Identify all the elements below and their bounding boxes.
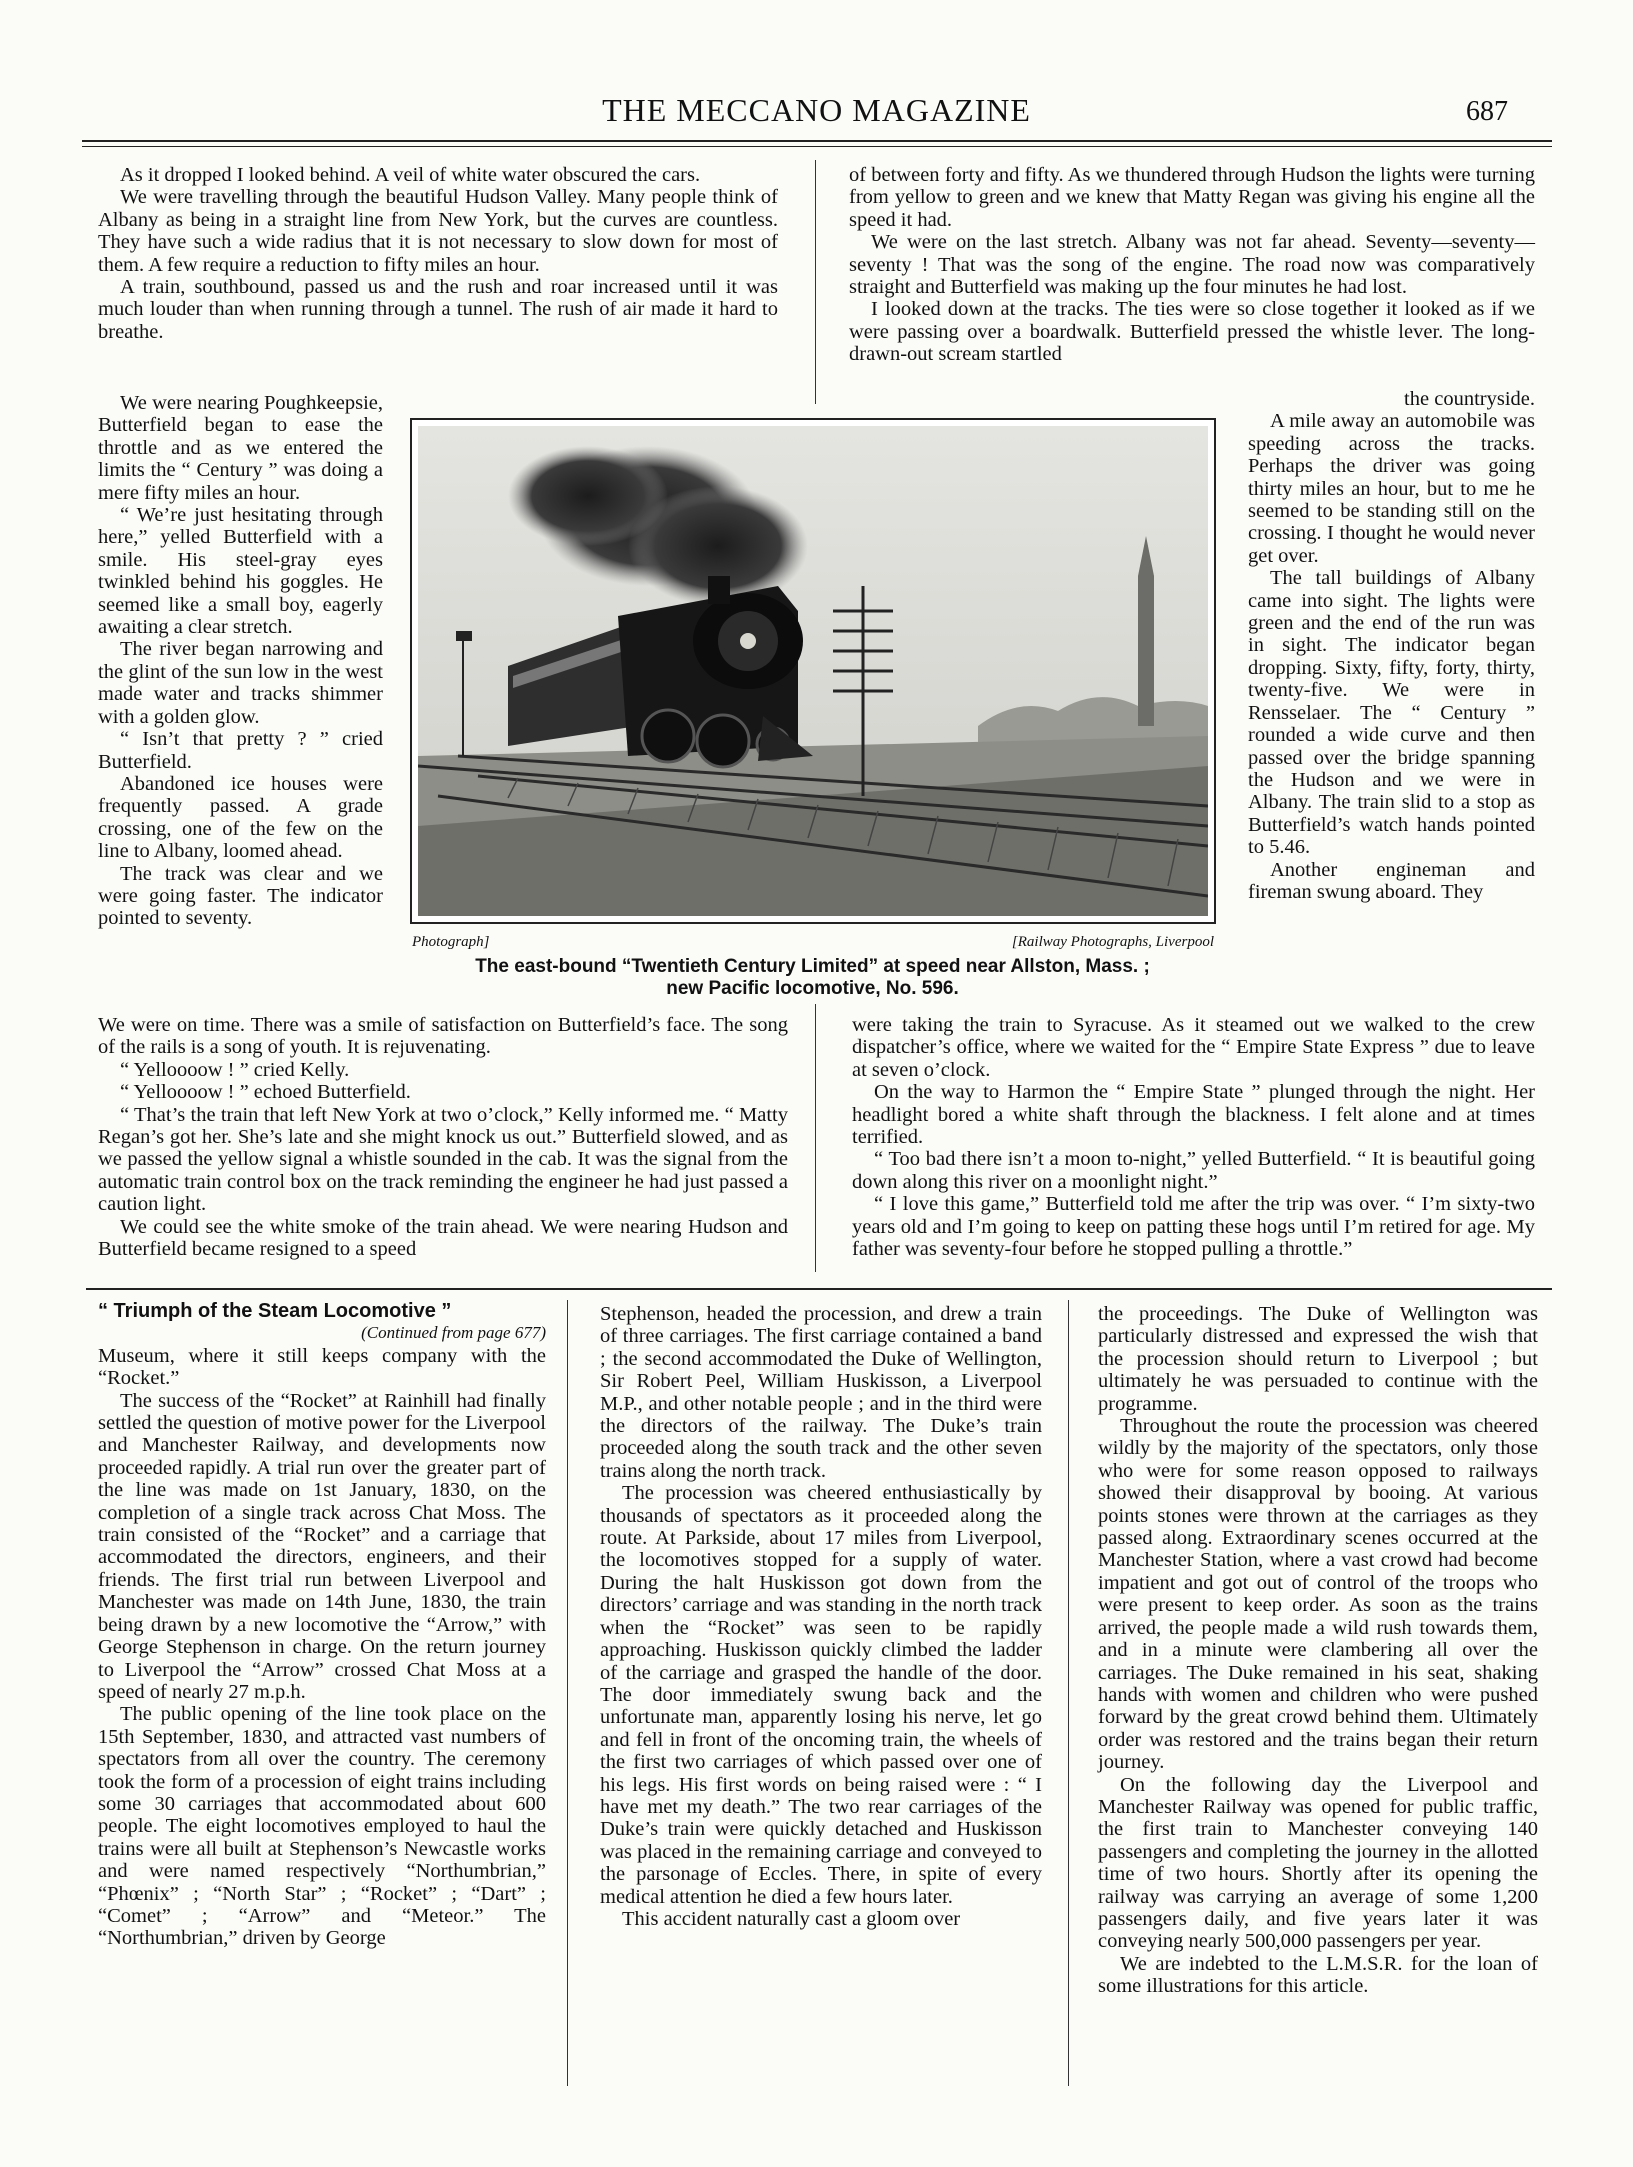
paragraph: We were on time. There was a smile of satisfaction on Butterfield’s face. The song of the rails is a song of youth. It is rejuvenating.	[98, 1014, 788, 1059]
header-rule	[82, 140, 1552, 142]
column-divider	[1068, 1300, 1069, 2086]
paragraph: The success of the “Rocket” at Rainhill had finally settled the question of motive power for the Liverpool and Manchester Railway, and developments now proceeded rapidly. A trial run over the greater part of the line was made on 1st January, 1830, on the completion of a single track across Chat Moss. The train consisted of the “Rocket” and a carriage that accommodated the directors, engineers, and their friends. The first trial run between Liverpool and Manchester was made on 14th June, 1830, the train being drawn by a new locomotive the “Arrow,” with George Stephenson in charge. On the return journey to Liverpool the “Arrow” crossed Chat Moss at a speed of nearly 27 m.p.h.	[98, 1389, 546, 1703]
paragraph: We were travelling through the beautiful Hudson Valley. Many people think of Albany as being in a straight line from New York, but the curves are countless. They have such a wide radius that it is not necessary to slow down for most of them. A few require a reduction to fifty miles an hour.	[98, 186, 778, 276]
header-rule-thin	[82, 146, 1552, 147]
section-divider	[86, 1288, 1552, 1290]
caption-line: The east-bound “Twentieth Century Limited” at speed near Allston, Mass. ;	[475, 956, 1150, 977]
paragraph: I looked down at the tracks. The ties were so close together it looked as if we were passing over a boardwalk. Butterfield pressed the whistle lever. The long-drawn-out scream startled	[849, 298, 1535, 366]
paragraph: We could see the white smoke of the train ahead. We were nearing Hudson and Butterfield became resigned to a speed	[98, 1215, 788, 1261]
paragraph: Stephenson, headed the procession, and drew a train of three carriages. The first carriage contained a band ; the second accommodated the Duke of Wellington, Sir Robert Peel, William Huskisson, a Liverpool M.P., and other notable people ; and in the third were the directors of the railway. The Duke’s train proceeded along the south track and the other seven trains along the north track.	[600, 1303, 1042, 1482]
paragraph: “ Yelloooow ! ” echoed Butterfield.	[120, 1081, 411, 1104]
paragraph: of between forty and fifty. As we thundered through Hudson the lights were turning from yellow to green and we knew that Matty Regan was giving his engine all the speed it had.	[849, 164, 1535, 231]
magazine-title: THE MECCANO MAGAZINE	[602, 92, 1031, 128]
section2-col2	[600, 1303, 1042, 1930]
photo-caption	[405, 956, 1220, 1000]
photo-credit-right: [Railway Photographs, Liverpool	[1011, 934, 1214, 950]
paragraph: The tall buildings of Albany came into sight. The lights were green and the end of the run was in sight. The indicator began dropping. Sixty, fifty, forty, thirty, twenty-five. We were in Rensselaer. The “ Century ” rounded a wide curve and then passed over the bridge spanning the Hudson and we were in Albany. The train slid to a stop as Butterfield’s watch hands pointed to 5.46.	[1248, 567, 1535, 859]
paragraph: “ Yelloooow ! ” cried Kelly.	[120, 1058, 350, 1081]
column-divider	[815, 160, 816, 404]
paragraph: A train, southbound, passed us and the rush and roar increased until it was much louder than when running through a tunnel. The rush of air made it hard to breathe.	[98, 276, 778, 343]
paragraph: “ Too bad there isn’t a moon to-night,” yelled Butterfield. “ It is beautiful going down along this river on a moonlight night.”	[852, 1148, 1535, 1193]
continued-note: (Continued from page 677)	[361, 1323, 546, 1343]
paragraph: This accident naturally cast a gloom over	[622, 1907, 961, 1930]
paragraph: Another engineman and fireman swung aboard. They	[1248, 858, 1535, 903]
article-col2-narrow	[1248, 388, 1535, 903]
photo-credit-left: Photograph]	[412, 934, 490, 950]
paragraph: The public opening of the line took place on the 15th September, 1830, and attracted vast numbers of spectators from all over the country. The ceremony took the form of a procession of eight trains including some 30 carriages that accommodated about 600 people. The eight locomotives employed to haul the trains were all built at Stephenson’s Newcastle works and were named respectively “Northumbrian,” “Phœnix” ; “North Star” ; “Rocket” ; “Dart” ; “Comet” ; “Arrow” and “Meteor.” The “Northumbrian,” driven by George	[98, 1703, 546, 1950]
paragraph: We were on the last stretch. Albany was not far ahead. Seventy—seventy—seventy ! That was the song of the engine. The road now was comparatively straight and Butterfield was making up the four minutes he had lost.	[849, 231, 1535, 299]
paragraph: “ I love this game,” Butterfield told me after the trip was over. “ I’m sixty-two years old and I’m going to keep on patting these hogs until I’m retired for age. My father was seventy-four before he stopped pulling a throttle.”	[852, 1193, 1535, 1261]
paragraph: “ We’re just hesitating through here,” yelled Butterfield with a smile. His steel-gray eyes twinkled behind his goggles. He seemed like a small boy, eagerly awaiting a clear stretch.	[98, 504, 383, 639]
paragraph: A mile away an automobile was speeding across the tracks. Perhaps the driver was going thirty miles an hour, but to me he seemed to be standing still on the crossing. I thought he would never get over.	[1248, 410, 1535, 567]
article-col1-narrow	[98, 392, 383, 930]
paragraph: the countryside.	[1404, 388, 1535, 410]
column-divider	[815, 1004, 816, 1272]
page-number: 687	[1466, 96, 1508, 127]
paragraph: “ Isn’t that pretty ? ” cried Butterfield.	[98, 728, 383, 773]
locomotive-photo	[410, 418, 1216, 924]
article-col2-top	[849, 164, 1535, 366]
article-col1-bottom	[98, 1014, 788, 1260]
paragraph: On the following day the Liverpool and Manchester Railway was opened for public traffic, the first train to Manchester conveying 140 passengers and completing the journey in the allotted time of two hours. Shortly after its opening the railway was carrying an average of some 1,200 passengers daily, and five years later it was conveying nearly 500,000 passengers per year.	[1098, 1773, 1538, 1953]
paragraph: We are indebted to the L.M.S.R. for the loan of some illustrations for this article.	[1098, 1952, 1538, 1998]
column-divider	[567, 1300, 568, 2086]
paragraph: The procession was cheered enthusiastically by thousands of spectators as it proceeded along the route. At Parkside, about 17 miles from Liverpool, the locomotives stopped for a supply of water. During the halt Huskisson got down from the directors’ carriage and was standing in the north track when the “Rocket” was seen to be rapidly approaching. Huskisson quickly climbed the ladder of the carriage and grasped the handle of the door. The door immediately swung back and the unfortunate man, apparently losing his nerve, let go and fell in front of the oncoming train, the wheels of the first two carriages of which passed over one of his legs. His first words on being raised were : “ I have met my death.” The two rear carriages of the Duke’s train were quickly detached and Huskisson was placed in the remaining carriage and conveyed to the parsonage of Eccles. There, in spite of every medical attention he died a few hours later.	[600, 1482, 1042, 1908]
section2-col3	[1098, 1303, 1538, 1998]
paragraph: “ That’s the train that left New York at two o’clock,” Kelly informed me. “ Matty Regan’s got her. She’s late and she might knock us out.” Butterfield slowed, and as we passed the yellow signal a whistle sounded in the cab. It was the signal from the automatic train control box on the track reminding the engineer he had just passed a caution light.	[98, 1103, 788, 1216]
article-col2-bottom	[852, 1014, 1535, 1260]
steam-locomotive-illustration	[418, 426, 1208, 916]
article-col1-top	[98, 164, 778, 343]
paragraph: Throughout the route the procession was cheered wildly by the majority of the spectators, only those who were for some reason opposed to railways showed their disapproval by booing. At various points stones were thrown at the carriages as they passed along. Extraordinary scenes occurred at the Manchester Station, where a vast crowd had become impatient and got out of control of the troops who were present to keep order. As soon as the trains arrived, the people made a wild rush towards them, and in a minute were clambering all over the carriages. The Duke remained in his seat, shaking hands with women and children who were pushed forward by the great crowd behind them. Ultimately order was restored and the trains began their return journey.	[1098, 1415, 1538, 1774]
section-title: “ Triumph of the Steam Locomotive ”	[98, 1300, 452, 1322]
paragraph: As it dropped I looked behind. A veil of white water obscured the cars.	[120, 164, 701, 186]
paragraph: the proceedings. The Duke of Wellington was particularly distressed and expressed the wish that the procession should return to Liverpool ; but ultimately he was persuaded to continue with the programme.	[1098, 1303, 1538, 1415]
caption-line: new Pacific locomotive, No. 596.	[666, 978, 959, 999]
paragraph: We were nearing Poughkeepsie, Butterfield began to ease the throttle and as we entered the limits the “ Century ” was doing a mere fifty miles an hour.	[98, 392, 383, 504]
paragraph: Abandoned ice houses were frequently passed. A grade crossing, one of the few on the line to Albany, loomed ahead.	[98, 772, 383, 863]
paragraph: Museum, where it still keeps company with the “Rocket.”	[98, 1344, 546, 1390]
paragraph: The track was clear and we were going faster. The indicator pointed to seventy.	[98, 862, 383, 930]
section2-col1	[98, 1300, 546, 1950]
paragraph: were taking the train to Syracuse. As it steamed out we walked to the crew dispatcher’s office, where we waited for the “ Empire State Express ” due to leave at seven o’clock.	[852, 1014, 1535, 1081]
paragraph: On the way to Harmon the “ Empire State ” plunged through the night. Her headlight bored a white shaft through the blackness. I felt alone and at times terrified.	[852, 1081, 1535, 1149]
paragraph: The river began narrowing and the glint of the sun low in the west made water and tracks shimmer with a golden glow.	[98, 638, 383, 728]
